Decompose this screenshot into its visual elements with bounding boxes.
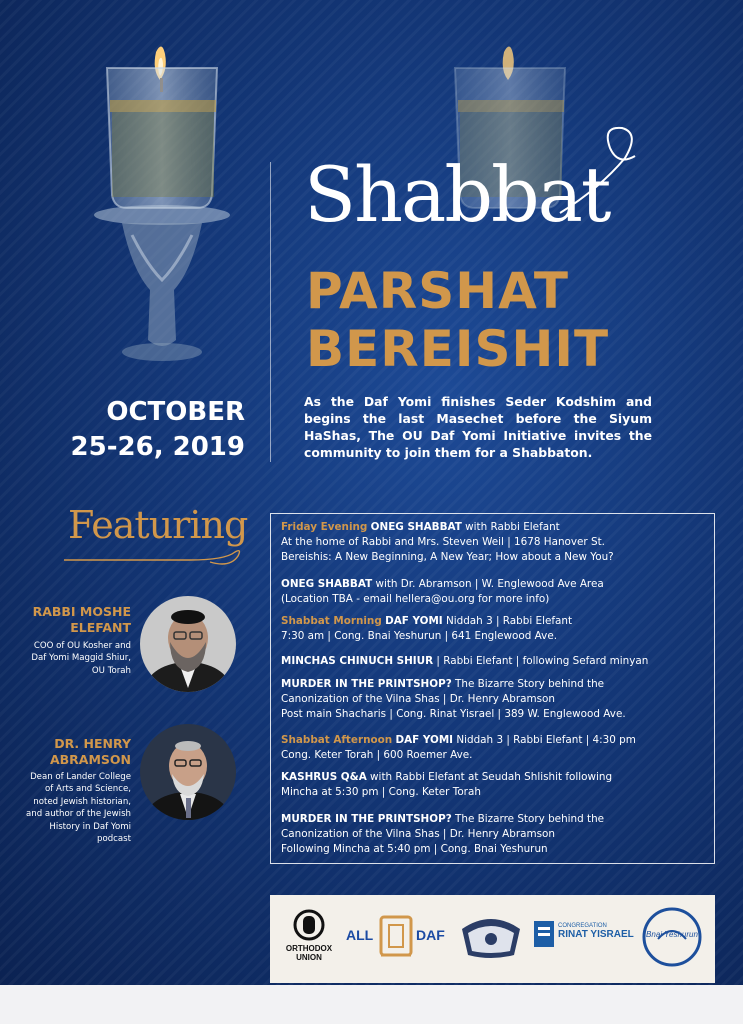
bottom-strip — [0, 985, 743, 1024]
shabbat-title: Shabbat — [304, 150, 610, 239]
schedule-item: MURDER IN THE PRINTSHOP? The Bizarre Story behind the Canonization of the Vilna Shas | Dr. Henry Abramson Post main Shacharis | Cong. Rinat Yisrael | 389 W. Englewood Ave. — [281, 678, 626, 720]
alldaf-logo: DAF — [416, 927, 445, 943]
flourish-icon — [540, 118, 650, 228]
svg-text:UNION: UNION — [296, 953, 322, 962]
crown-emblem-icon — [456, 909, 526, 961]
schedule-item: MURDER IN THE PRINTSHOP? The Bizarre Story behind the Canonization of the Vilna Shas | Dr. Henry Abramson Following Mincha at 5:40 pm | Cong. Bnai Yeshurun — [281, 813, 605, 855]
featuring-heading: Featuring — [68, 503, 248, 547]
schedule-item: KASHRUS Q&A with Rabbi Elefant at Seudah Shlishit following Mincha at 5:30 pm | Cong. Keter Torah — [281, 771, 613, 798]
candle-glass-icon — [92, 40, 242, 370]
speaker-bio: COO of OU Kosher and Daf Yomi Maggid Shiur, OU Torah — [31, 641, 131, 676]
speaker-portrait — [140, 596, 236, 692]
schedule-item: MINCHAS CHINUCH SHIUR | Rabbi Elefant | following Sefard minyan — [281, 655, 649, 667]
parsha-line-2: BEREISHIT — [306, 320, 610, 378]
bnai-yeshurun-logo: Bnai Yeshurun — [646, 930, 698, 939]
parsha-line-1: PARSHAT — [306, 262, 570, 320]
alldaf-logo: ALL — [346, 927, 374, 943]
sponsor-bar — [270, 895, 715, 983]
event-date-days: 25-26, 2019 — [70, 432, 245, 462]
rinat-logo-icon — [534, 921, 554, 947]
speaker-name: DR. HENRY ABRAMSON — [49, 736, 131, 768]
event-date-month: OCTOBER — [106, 397, 245, 427]
flourish-icon — [60, 548, 250, 572]
schedule-item: Friday Evening ONEG SHABBAT with Rabbi Elefant At the home of Rabbi and Mrs. Steven Weil | 1678 Hanover St. Bereishis: A New Beginning, A New Year; How about a New You? — [281, 521, 614, 563]
rinat-logo: CONGREGATION RINAT YISRAEL — [558, 923, 634, 940]
svg-text:ORTHODOX: ORTHODOX — [285, 944, 333, 953]
schedule-item: Shabbat Afternoon DAF YOMI Niddah 3 | Rabbi Elefant | 4:30 pm Cong. Keter Torah | 600 Roemer Ave. — [281, 734, 636, 761]
schedule-item: ONEG SHABBAT with Dr. Abramson | W. Englewood Ave Area (Location TBA - email hellera@ou.org for more info) — [281, 578, 604, 605]
schedule-item: Shabbat Morning DAF YOMI Niddah 3 | Rabbi Elefant 7:30 am | Cong. Bnai Yeshurun | 641 Englewood Ave. — [281, 615, 573, 642]
speaker-bio: Dean of Lander College of Arts and Science, noted Jewish historian, and author of the Jewish History in Daf Yomi podcast — [26, 772, 131, 845]
intro-text: As the Daf Yomi finishes Seder Kodshim and begins the last Masechet before the Siyum HaShas, The OU Daf Yomi Initiative invites the community to join them for a Shabbaton. — [304, 394, 652, 461]
speaker-name: RABBI MOSHE ELEFANT — [32, 604, 131, 636]
title-divider — [270, 162, 271, 462]
ou-logo-icon — [280, 907, 338, 971]
alldaf-logo-icon — [378, 911, 414, 959]
speaker-portrait — [140, 724, 236, 820]
